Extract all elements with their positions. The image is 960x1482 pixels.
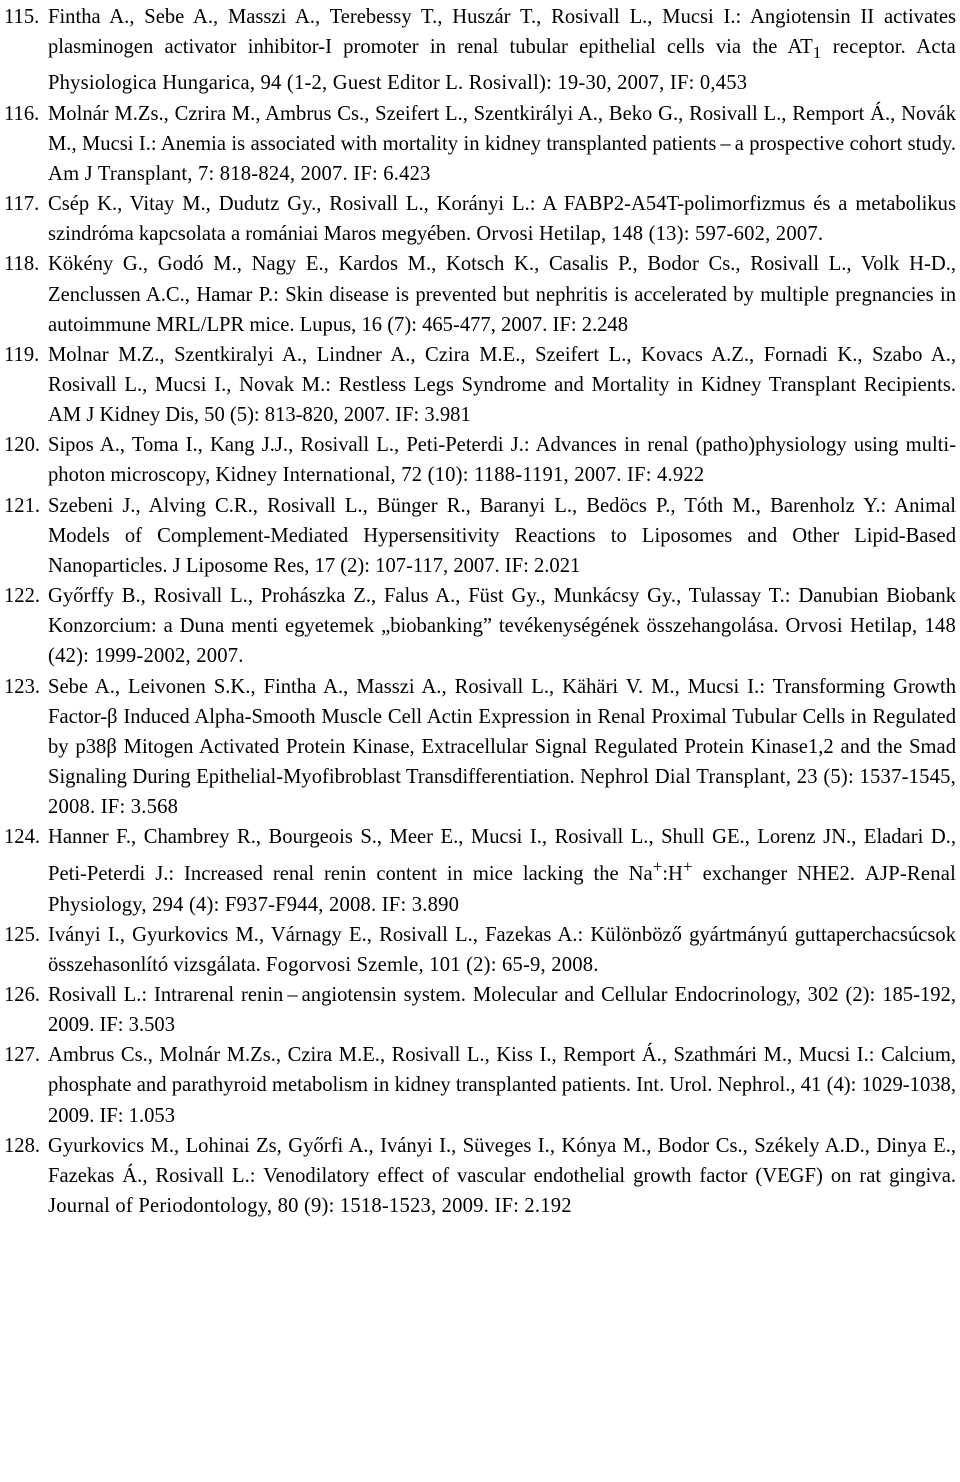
reference-item (4, 980, 956, 1040)
reference-text (48, 99, 956, 189)
reference-segment: Fintha A., Sebe A., Masszi A., Terebessy T., Huszár T., Rosivall L., Mucsi I.: Angiotensin II activates plasminogen activator inhibitor-I promoter in renal tubular epithelial cells via the AT (48, 6, 956, 59)
reference-segment: Molnár M.Zs., Czrira M., Ambrus Cs., Szeifert L., Szentkirályi A., Beko G., Rosivall L., Remport Á., Novák M., Mucsi I.: Anemia is associated with mortality in kidney transplanted patients (48, 102, 956, 155)
reference-number: 116. (4, 102, 40, 125)
reference-text (48, 2, 956, 99)
reference-text (48, 491, 956, 581)
reference-segment: :H (662, 863, 683, 886)
reference-segment: Rosivall L.: Intrarenal renin (48, 983, 284, 1006)
reference-number: 122. (4, 585, 41, 608)
reference-text (48, 1131, 956, 1221)
reference-segment: Gyurkovics M., Lohinai Zs, Győrfi A., Iványi I., Süveges I., Kónya M., Bodor Cs., Székely A.D., Dinya E., Fazekas Á., Rosivall L.: Venodilatory effect of vascular endothelial growth factor (VEGF) on rat gingiva. (48, 1134, 956, 1187)
reference-text (48, 189, 956, 249)
reference-text (48, 1040, 956, 1130)
reference-number: 126. (4, 983, 41, 1006)
reference-segment: Szebeni J., Alving C.R., Rosivall L., Bünger R., Baranyi L., Bedöcs P., Tóth M., Barenholz Y.: Animal Models of Complement-Mediated Hypersensitivity Reactions to Liposomes and Other Lipid-Based Nanoparticles. J Liposome Res, 17 (2): 107-117, 2007. IF: 2.021 (48, 494, 956, 577)
reference-item (4, 340, 956, 430)
superscript-text: + (682, 857, 693, 877)
reference-number: 127. (4, 1044, 41, 1067)
reference-text (48, 430, 956, 490)
reference-segment: Ambrus Cs., Molnár M.Zs., Czira M.E., Rosivall L., Kiss I., Remport Á., Szathmári M., Mucsi I.: Calcium, phosphate and parathyroid metabolism in kidney transplanted patients. Int. Urol. Nephrol., 41 (4): 1029-1038, 2009. IF: 1.053 (48, 1044, 956, 1127)
reference-segment: Iványi I., Gyurkovics M., Várnagy E., Rosivall L., Fazekas A.: Különböző gyártmányú guttaperchacsúcsok összehasonlító vizsgálata. (48, 923, 956, 976)
journal-citation: Orvosi Hetilap, 148 (42): 1999-2002, 2007. (48, 615, 956, 668)
reference-text (48, 672, 956, 823)
superscript-text: + (652, 857, 663, 877)
reference-text (48, 980, 956, 1040)
reference-segment: Sipos A., Toma I., Kang J.J., Rosivall L., Peti-Peterdi J.: Advances in renal (patho)physiology using multi-photon microscopy, (48, 434, 956, 487)
journal-citation: Am J Transplant, 7: 818-824, 2007. IF: 6.423 (48, 162, 431, 185)
reference-segment: Kökény G., Godó M., Nagy E., Kardos M., Kotsch K., Casalis P., Bodor Cs., Rosivall L., Volk H-D., Zenclussen A.C., Hamar P.: Skin disease is prevented but nephritis is accelerated by multiple pregnancies in autoimmune MRL/LPR mice. Lupus, 16 (7): 465-477, 2007. IF: 2.248 (48, 253, 956, 336)
reference-number: 121. (4, 494, 41, 517)
subscript-text: 1 (812, 43, 822, 63)
reference-item (4, 1131, 956, 1221)
reference-text (48, 920, 956, 980)
reference-segment: exchanger NHE2. (692, 863, 865, 886)
reference-list (4, 2, 956, 1221)
reference-item (4, 99, 956, 189)
journal-citation: AJP-Renal Physiology, 294 (4): F937-F944, 2008. IF: 3.890 (48, 863, 956, 916)
journal-citation: Kidney International, 72 (10): 1188-1191, 2007. IF: 4.922 (215, 464, 705, 487)
reference-item (4, 430, 956, 490)
reference-item (4, 1040, 956, 1130)
reference-segment: Hanner F., Chambrey R., Bourgeois S., Meer E., Mucsi I., Rosivall L., Shull GE., Lorenz JN., Eladari D., Peti-Peterdi J.: Increased renal renin content in mice lacking the Na (48, 826, 956, 886)
reference-text (48, 822, 956, 919)
reference-segment: Csép K., Vitay M., Dudutz Gy., Rosivall L., Korányi L.: A FABP2-A54T-polimorfizmus és a metabolikus szindróma kapcsolata a romániai Maros megyében. (48, 193, 956, 246)
reference-number: 124. (4, 826, 41, 849)
reference-number: 118. (4, 253, 40, 276)
reference-segment: Sebe A., Leivonen S.K., Fintha A., Masszi A., Rosivall L., Kähäri V. M., Mucsi I.: Transforming Growth Factor-β Induced Alpha-Smooth Muscle Cell Actin Expression in Renal Proximal Tubular Cells in Regulated by p38β Mitogen Activated Protein Kinase, Extracellular Signal Regulated Protein Kinase1,2 and the Smad Signaling During Epithelial-Myofibroblast Transdifferentiation. (48, 675, 956, 789)
reference-text (48, 249, 956, 339)
reference-segment: Molnar M.Z., Szentkiralyi A., Lindner A., Czira M.E., Szeifert L., Kovacs A.Z., Fornadi K., Szabo A., Rosivall L., Mucsi I., Novak M.: Restless Legs Syndrome and Mortality in Kidney Transplant Recipients. AM J Kidney Dis, 50 (5): 813-820, 2007. IF: 3.981 (48, 343, 956, 427)
reference-number: 123. (4, 675, 41, 698)
journal-citation: Journal of Periodontology, 80 (9): 1518-1523, 2009. IF: 2.192 (48, 1195, 572, 1218)
reference-text (48, 340, 956, 430)
reference-number: 128. (4, 1134, 41, 1157)
journal-citation: receptor. Acta Physiologica Hungarica, 94 (1-2, Guest Editor L. Rosivall): 19-30, 2007, IF: 0,453 (48, 36, 957, 95)
reference-segment: angiotensin system. Molecular and Cellular Endocrinology, 302 (2): 185-192, 2009. IF: 3.503 (48, 983, 957, 1037)
reference-segment: a prospective cohort study. (734, 132, 957, 155)
reference-number: 117. (4, 193, 40, 216)
reference-item (4, 672, 956, 823)
reference-text (48, 581, 956, 671)
en-dash: – (720, 132, 731, 155)
journal-citation: Fogorvosi Szemle, 101 (2): 65-9, 2008. (265, 953, 599, 976)
reference-item (4, 822, 956, 919)
journal-citation: Orvosi Hetilap, 148 (13): 597-602, 2007. (476, 223, 824, 246)
reference-number: 120. (4, 434, 41, 457)
reference-segment: Győrffy B., Rosivall L., Prohászka Z., Falus A., Füst Gy., Munkácsy Gy., Tulassay T.: Danubian Biobank Konzorcium: a Duna menti egyetemek „biobanking” tevékenységének összehangolása. (48, 585, 956, 638)
reference-item (4, 920, 956, 980)
reference-item (4, 249, 956, 339)
reference-number: 125. (4, 923, 41, 946)
reference-number: 119. (4, 343, 40, 366)
reference-item (4, 189, 956, 249)
reference-item (4, 491, 956, 581)
journal-citation: Nephrol Dial Transplant, 23 (5): 1537-1545, 2008. IF: 3.568 (48, 766, 956, 819)
reference-number: 115. (4, 6, 40, 28)
reference-item (4, 581, 956, 671)
en-dash: – (287, 983, 298, 1006)
reference-item (4, 2, 956, 99)
